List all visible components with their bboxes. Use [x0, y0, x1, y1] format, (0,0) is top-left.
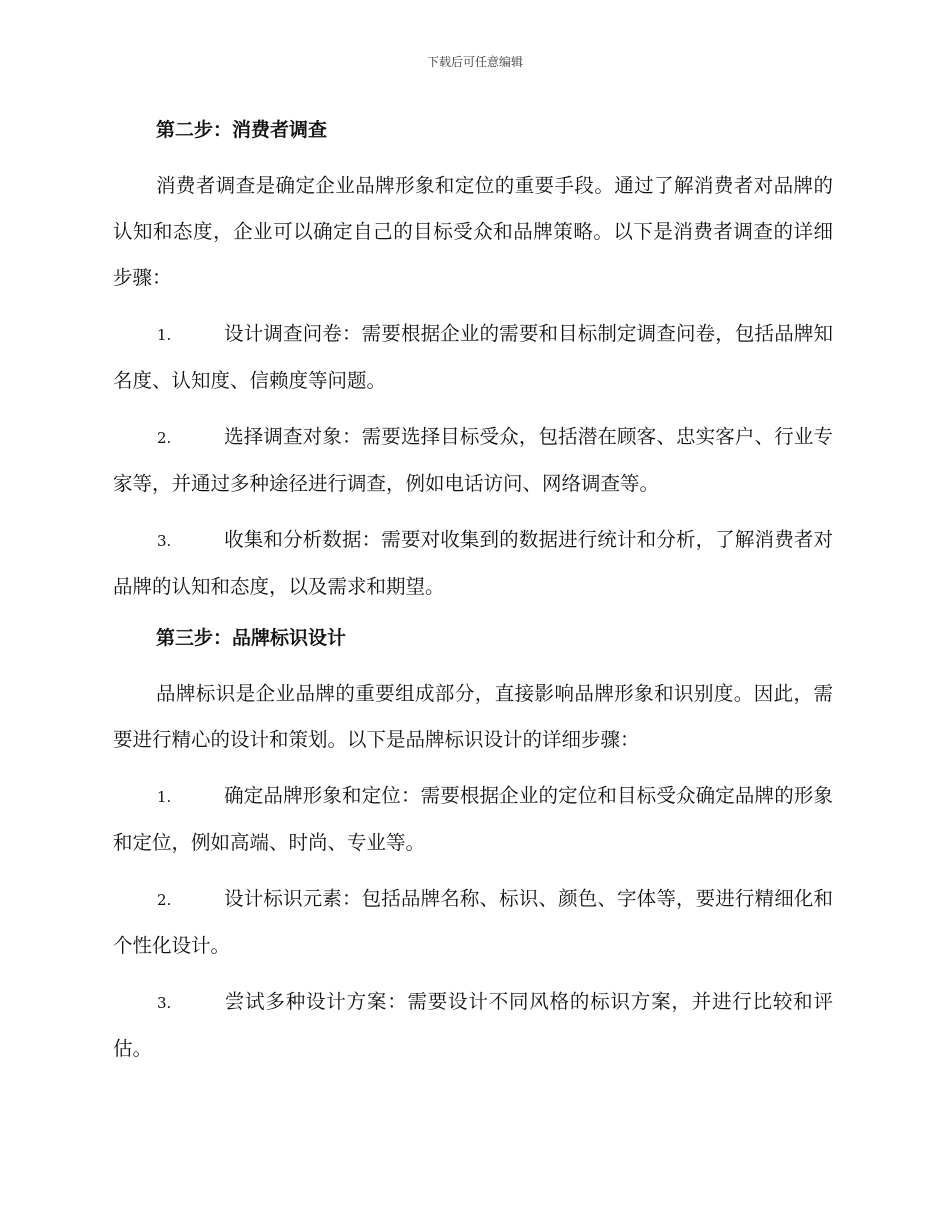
list-number: 2.	[157, 429, 172, 447]
list-number: 1.	[157, 788, 172, 806]
section-intro-paragraph: 品牌标识是企业品牌的重要组成部分，直接影响品牌形象和识别度。因此，需要进行精心的设计和策划。以下是品牌标识设计的详细步骤：	[113, 682, 833, 751]
list-item-text: 尝试多种设计方案：需要设计不同风格的标识方案，并进行比较和评估。	[113, 990, 833, 1060]
list-item-text: 设计调查问卷：需要根据企业的需要和目标制定调查问卷，包括品牌知名度、认知度、信赖度等问题。	[113, 322, 833, 392]
list-number: 2.	[157, 891, 172, 909]
list-item	[113, 311, 833, 404]
section-heading-step-2: 第二步：消费者调查	[156, 119, 328, 141]
list-item	[113, 773, 833, 866]
list-number: 3.	[157, 994, 172, 1012]
list-item-text: 确定品牌形象和定位：需要根据企业的定位和目标受众确定品牌的形象和定位，例如高端、时尚、专业等。	[113, 784, 833, 854]
list-number: 3.	[157, 532, 172, 550]
list-item	[113, 979, 833, 1072]
list-item-text: 选择调查对象：需要选择目标受众，包括潜在顾客、忠实客户、行业专家等，并通过多种途径进行调查，例如电话访问、网络调查等。	[113, 425, 833, 495]
page-header: 下载后可任意编辑	[426, 55, 523, 69]
section-intro-paragraph: 消费者调查是确定企业品牌形象和定位的重要手段。通过了解消费者对品牌的认知和态度，企业可以确定自己的目标受众和品牌策略。以下是消费者调查的详细步骤：	[113, 174, 833, 289]
list-item	[113, 414, 833, 507]
list-number: 1.	[157, 326, 172, 344]
list-item	[113, 517, 833, 610]
list-item-text: 收集和分析数据：需要对收集到的数据进行统计和分析，了解消费者对品牌的认知和态度，以及需求和期望。	[113, 528, 833, 598]
document-body	[113, 110, 833, 1082]
section-heading-step-3: 第三步：品牌标识设计	[156, 627, 347, 649]
list-item	[113, 876, 833, 969]
list-item-text: 设计标识元素：包括品牌名称、标识、颜色、字体等，要进行精细化和个性化设计。	[113, 887, 833, 957]
